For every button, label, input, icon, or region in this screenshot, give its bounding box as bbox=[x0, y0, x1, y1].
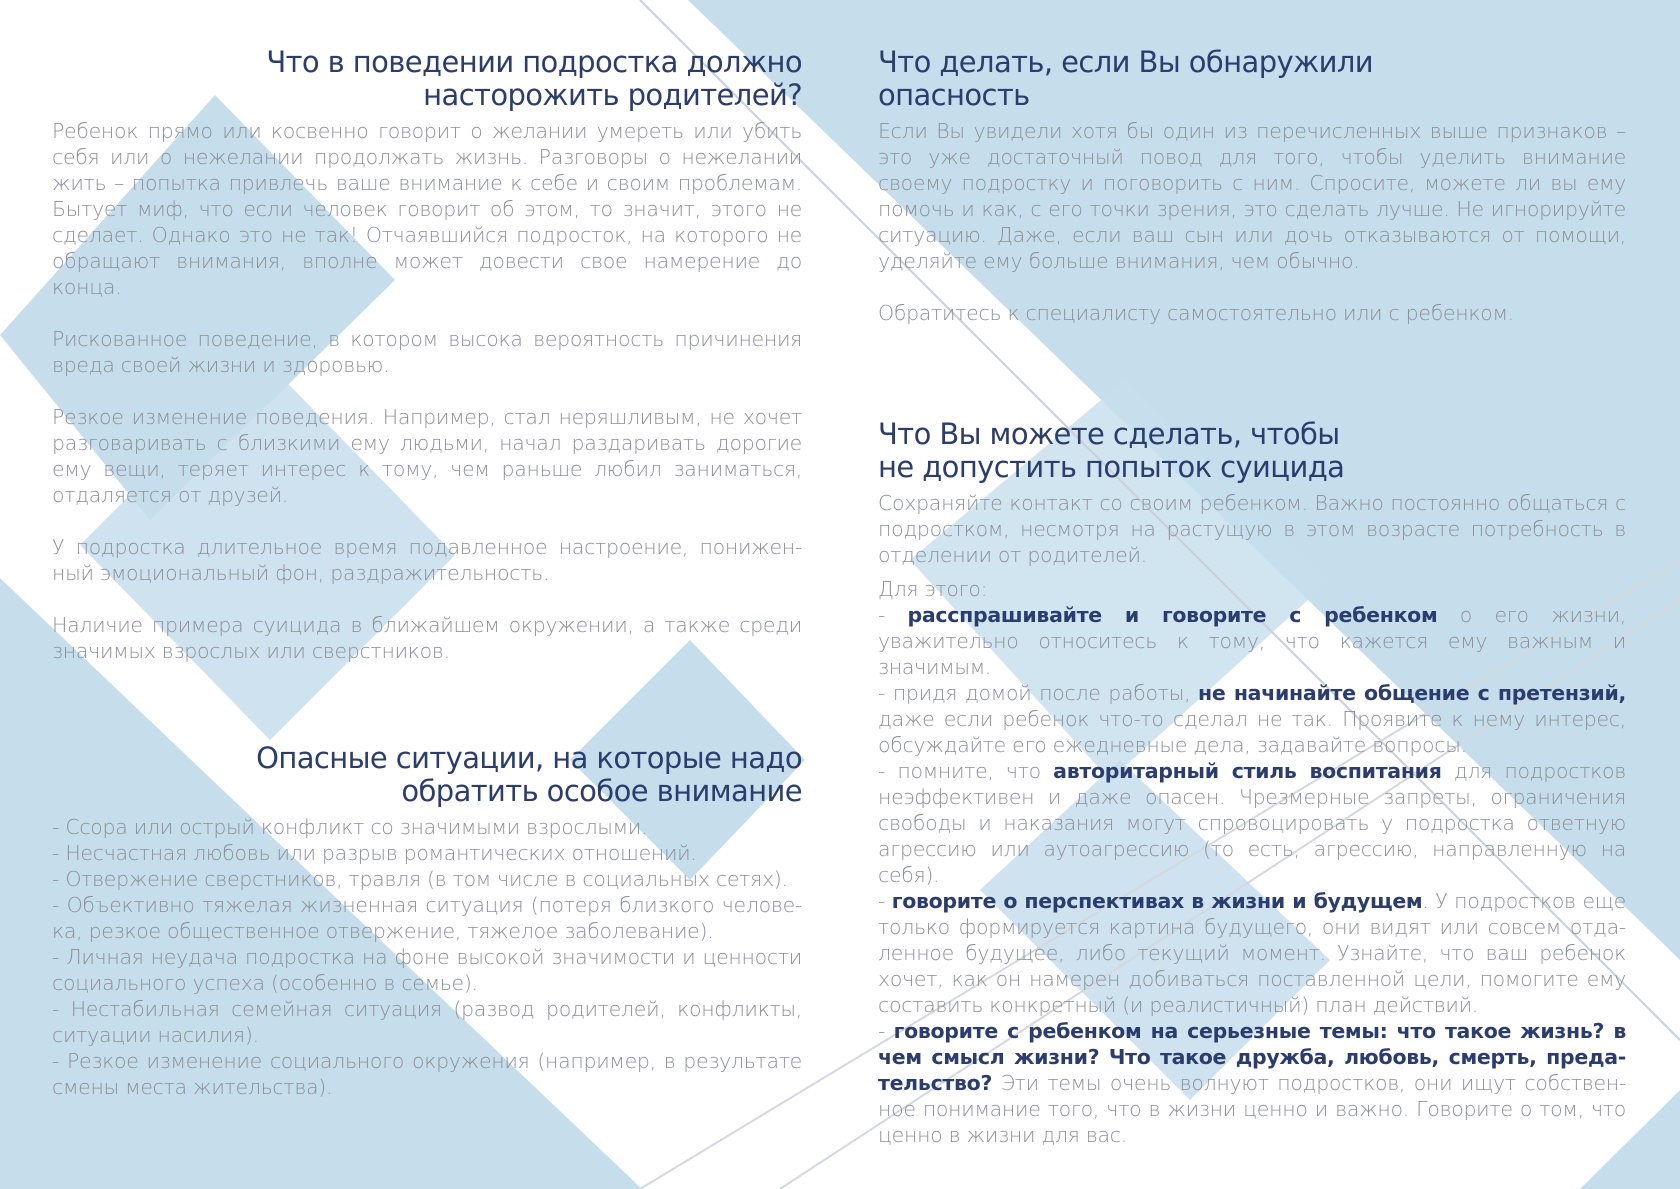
paragraph: Резкое изменение поведения. Например, стал неряшливым, не хочет разговаривать с близкими ему людьми, начал раздаривать дорогие ему вещи, теряет интерес к тому, чем раньше любил заниматься, отдаляется от друзей. bbox=[52, 405, 802, 507]
right-heading-1 bbox=[878, 46, 1626, 112]
paragraph: Ребенок прямо или косвенно говорит о желании умереть или убить себя или о нежелании продолжать жизнь. Разговоры о нежелании жить – попытка привлечь ваше внимание к себе и своим проблемам. Бытует миф, что если человек говорит об этом, то значит, этого не сделает. Однако это не так! Отчаявшийся подросток, на которого не обращают внимания, вполне может довести свое намерение до конца. bbox=[52, 119, 802, 299]
left-heading-1-line1: Что в поведении подростка должно bbox=[266, 45, 802, 79]
right-heading-2-line1: Что Вы можете сделать, чтобы bbox=[878, 417, 1340, 451]
advice-item bbox=[878, 680, 1626, 758]
right-heading-2 bbox=[878, 418, 1626, 484]
left-heading-2-line1: Опасные ситуации, на которые надо bbox=[256, 741, 802, 775]
advice-emphasis: говорите о перспективах в жизни и будущем bbox=[891, 889, 1423, 913]
paragraph: Если Вы увидели хотя бы один из перечисленных выше признаков – это уже достаточный повод для того, чтобы уделить внимание своему подростку и поговорить с ним. Спросите, можете ли вы ему помочь и как, с его точки зрения, это сделать лучше. Не игнорируйте ситуацию. Даже, если ваш сын или дочь отказываются от помощи, уделяйте ему больше внимания, чем обычно. bbox=[878, 119, 1626, 273]
left-section-dangerous-situations bbox=[52, 742, 802, 1100]
right-heading-1-line2: опасность bbox=[878, 78, 1030, 112]
list-item: - Ссора или острый конфликт со значимыми взрослыми. bbox=[52, 815, 648, 839]
advice-text: - придя домой после работы, bbox=[878, 681, 1199, 705]
advice-text: Эти темы очень волнуют подростков, они ищут собствен-ное понимание того, что в жизни ценно и важно. Говорите о том, что ценно в жизни для вас. bbox=[878, 1071, 1626, 1147]
left-heading-2-line2: обратить особое внимание bbox=[401, 774, 802, 808]
list-item: - Резкое изменение социального окружения (например, в результате смены места жительства). bbox=[52, 1049, 802, 1099]
left-heading-1-line2: насторожить родителей? bbox=[423, 78, 802, 112]
left-section-warning-signs bbox=[52, 46, 802, 664]
advice-emphasis: расспрашивайте и говорите с ребенком bbox=[907, 603, 1438, 627]
paragraph: Обратитесь к специалисту самостоятельно или с ребенком. bbox=[878, 301, 1514, 325]
advice-text: - bbox=[878, 889, 892, 913]
advice-text: . У подростков еще только формируется картина будущего, они видят или совсем отда-ленное будущее, либо текущий момент. Узнайте, что ваш ребенок хочет, как он намерен добиваться поставленной цели, помогите ему составить конкретный (и реалистичный) план действий. bbox=[878, 889, 1626, 1017]
right-section-prevention bbox=[878, 418, 1626, 1148]
right-body-2 bbox=[878, 490, 1626, 1148]
advice-text: для подростков неэффективен и даже опасен. Чрезмерные запреты, ограничения свободы и наказания могут спровоцировать у подростка ответную агрессию или аутоагрессию (то есть, агрессию, направленную на себя). bbox=[878, 759, 1626, 887]
advice-item bbox=[878, 1018, 1626, 1148]
list-item: - Нестабильная семейная ситуация (развод родителей, конфликты, ситуации насилия). bbox=[52, 997, 802, 1047]
list-item: - Несчастная любовь или разрыв романтических отношений. bbox=[52, 841, 697, 865]
paragraph: Сохраняйте контакт со своим ребенком. Важно постоянно общаться с подростком, несмотря на растущую в этом возрасте потребность в отделении от родителей. bbox=[878, 491, 1626, 567]
advice-emphasis: говорите с ребенком на серьезные темы: что такое жизнь? в чем смысл жизни? Что такое дружба, любовь, смерть, преда-тельство? bbox=[878, 1019, 1626, 1095]
advice-emphasis: авторитарный стиль воспитания bbox=[1053, 759, 1442, 783]
list-item: - Отвержение сверстников, травля (в том числе в социальных сетях). bbox=[52, 867, 788, 891]
paragraph: У подростка длительное время подавленное настроение, понижен-ный эмоциональный фон, раздражительность. bbox=[52, 535, 802, 585]
left-body-1 bbox=[52, 118, 802, 664]
paragraph: Наличие примера суицида в ближайшем окружении, а также среди значимых взрослых или сверстников. bbox=[52, 613, 802, 663]
advice-item bbox=[878, 888, 1626, 1018]
advice-text: - bbox=[878, 603, 908, 627]
left-heading-2 bbox=[52, 742, 802, 808]
right-section-what-to-do bbox=[878, 46, 1626, 326]
list-item: - Личная неудача подростка на фоне высокой значимости и ценности социального успеха (особенно в семье). bbox=[52, 945, 802, 995]
advice-item bbox=[878, 602, 1626, 680]
advice-text: о его жизни, уважительно относитесь к тому, что кажется ему важным и значимым. bbox=[878, 603, 1626, 679]
paragraph: Рискованное поведение, в котором высока вероятность причинения вреда своей жизни и здоровью. bbox=[52, 327, 802, 377]
dangerous-situations-list bbox=[52, 814, 802, 1100]
right-heading-2-line2: не допустить попыток суицида bbox=[878, 450, 1345, 484]
paragraph: Для этого: bbox=[878, 577, 988, 601]
advice-text: - bbox=[878, 1019, 894, 1043]
advice-emphasis: не начинайте общение с претензий, bbox=[1198, 681, 1626, 705]
list-item: - Объективно тяжелая жизненная ситуация (потеря близкого челове-ка, резкое общественное отвержение, тяжелое заболевание). bbox=[52, 893, 802, 943]
right-heading-1-line1: Что делать, если Вы обнаружили bbox=[878, 45, 1374, 79]
advice-text: даже если ребенок что-то сделал не так. Проявите к нему интерес, обсуждайте его ежедневные дела, задавайте вопросы. bbox=[878, 707, 1626, 757]
right-body-1 bbox=[878, 118, 1626, 326]
advice-text: - помните, что bbox=[878, 759, 1054, 783]
left-heading-1 bbox=[52, 46, 802, 112]
advice-item bbox=[878, 758, 1626, 888]
